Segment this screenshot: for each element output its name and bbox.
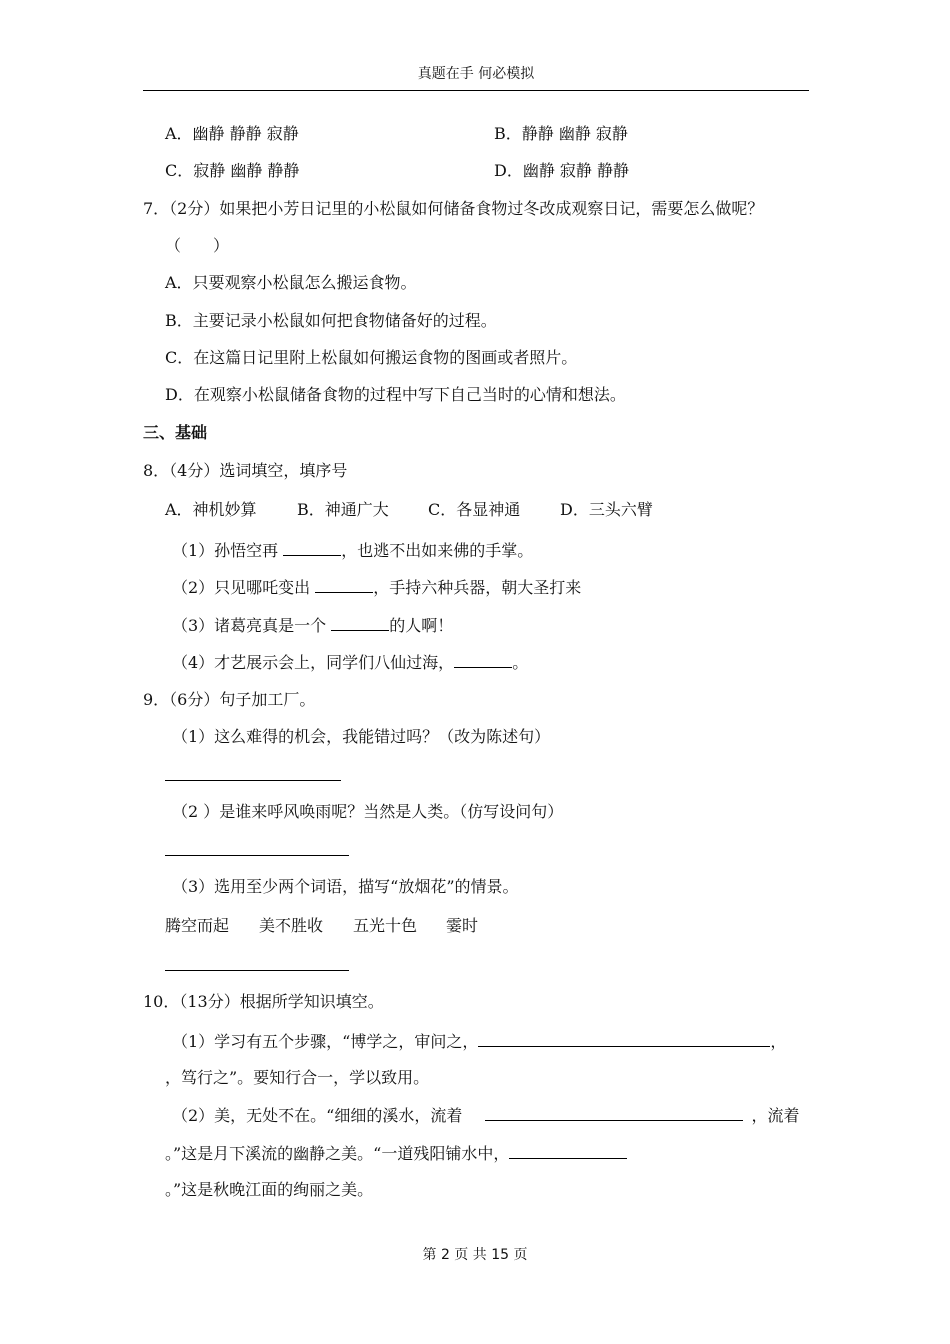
q8-sentence-2: （2）只见哪吒变出 ，手持六种兵器，朝大圣打来 — [172, 578, 582, 597]
page-footer: 第 2 页 共 15 页 — [422, 1247, 528, 1263]
q9-sentence-3: （3）选用至少两个词语，描写“放烟花”的情景。 — [172, 877, 519, 896]
answer-blank[interactable] — [315, 576, 373, 593]
answer-blank[interactable] — [485, 1104, 743, 1121]
q9-word-2: 美不胜收 — [259, 916, 324, 935]
q8-sentence-3: （3）诸葛亮真是一个 的人啊！ — [172, 616, 454, 635]
q9-stem: 9．（6分）句子加工厂。 — [143, 690, 316, 709]
q7-option-a: A．只要观察小松鼠怎么搬运食物。 — [165, 273, 417, 292]
q8-option-a: A．神机妙算 — [165, 500, 257, 519]
q9-sentence-1: （1）这么难得的机会，我能错过吗？（改为陈述句） — [172, 727, 551, 746]
q7-option-d: D．在观察小松鼠储备食物的过程中写下自己当时的心情和想法。 — [165, 385, 626, 404]
q6-option-d: D．幽静 寂静 静静 — [494, 161, 630, 180]
q6-option-b: B．静静 幽静 寂静 — [494, 124, 628, 143]
answer-blank[interactable] — [283, 539, 341, 556]
section-title: 三、基础 — [143, 423, 208, 442]
q10-sentence-2: （2）美，无处不在。“细细的溪水，流着 ，流着 — [172, 1106, 800, 1125]
q9-word-1: 腾空而起 — [165, 916, 230, 935]
q9-word-4: 霎时 — [446, 916, 479, 935]
answer-line-3[interactable] — [165, 970, 349, 971]
q10-sentence-2-cont: 。”这是月下溪流的幽静之美。“一道残阳铺水中， — [165, 1142, 627, 1165]
q7-option-b: B．主要记录小松鼠如何把食物储备好的过程。 — [165, 311, 497, 330]
answer-blank[interactable] — [478, 1030, 770, 1047]
q8-sentence-4: （4）才艺展示会上，同学们八仙过海， 。 — [172, 653, 529, 672]
q7-stem: 7．（2分）如果把小芳日记里的小松鼠如何储备食物过冬改成观察日记，需要怎么做呢？ — [143, 199, 764, 218]
q10-stem: 10．（13分）根据所学知识填空。 — [143, 992, 384, 1011]
q7-answer-paren: （ ） — [165, 236, 230, 255]
q10-sentence-1: （1）学习有五个步骤，“博学之，审问之， ， — [172, 1032, 787, 1051]
q8-option-b: B．神通广大 — [297, 500, 389, 519]
answer-blank[interactable] — [331, 614, 389, 631]
q6-option-c: C．寂静 幽静 静静 — [165, 161, 300, 180]
q9-sentence-2: （2 ）是谁来呼风唤雨呢？当然是人类。（仿写设问句） — [172, 802, 564, 821]
q8-stem: 8．（4分）选词填空，填序号 — [143, 461, 348, 480]
answer-line-1[interactable] — [165, 780, 341, 781]
q7-option-c: C．在这篇日记里附上松鼠如何搬运食物的图画或者照片。 — [165, 348, 578, 367]
q9-word-3: 五光十色 — [353, 916, 418, 935]
q8-option-c: C．各显神通 — [428, 500, 521, 519]
answer-blank[interactable] — [454, 651, 512, 668]
q6-option-a: A．幽静 静静 寂静 — [165, 124, 299, 143]
page-header: 真题在手 何必模拟 — [143, 64, 809, 91]
answer-blank[interactable] — [509, 1142, 627, 1159]
answer-line-2[interactable] — [165, 855, 349, 856]
q10-sentence-2-end: 。”这是秋晚江面的绚丽之美。 — [165, 1180, 374, 1199]
q8-sentence-1: （1）孙悟空再 ，也逃不出如来佛的手掌。 — [172, 541, 534, 560]
q10-sentence-1-cont: ，笃行之”。要知行合一，学以致用。 — [165, 1068, 430, 1087]
q8-option-d: D．三头六臂 — [560, 500, 653, 519]
